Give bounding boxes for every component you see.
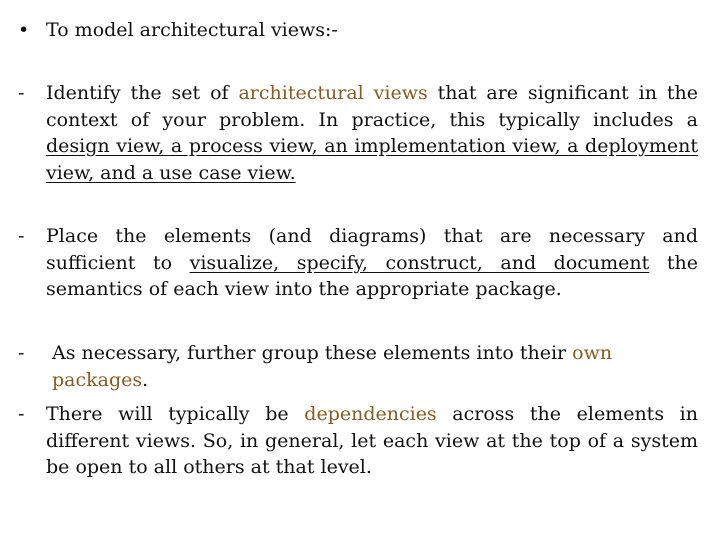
underlined-verbs: visualize, specify, construct, and document [189,251,650,274]
text-run: Identify the set of [46,82,239,104]
heading-bullet [18,17,698,44]
dash-marker: - [18,342,25,364]
dash-marker: - [18,403,25,425]
point-group-elements [18,340,698,393]
text-run: There will typically be [46,403,305,425]
text-run: that are significant in the context of your problem. In practice, this typically includes a [46,82,698,131]
heading-text: To model architectural views:- [46,19,338,41]
point-identify-views [18,80,698,186]
text-run: Place the elements (and diagrams) that are necessary and sufficient to [46,225,698,274]
point-text [46,223,698,303]
text-run: . [142,368,149,391]
highlight-own-packages: own packages [52,342,613,391]
text-run: across the elements in different views. So, in general, let each view at the top of a system be open to all others at that level. [46,403,698,478]
dash-marker: - [18,225,25,247]
point-place-elements [18,223,698,303]
dash-marker: - [18,82,25,104]
bullet-dot-icon: • [18,19,30,41]
underlined-view-list: design view, a process view, an implementation view, a deployment view, and a use case view. [46,135,698,184]
point-text [46,401,698,481]
point-text [46,80,698,186]
text-run: As necessary, further group these elements into their [52,342,573,364]
point-text [46,340,698,393]
highlight-dependencies: dependencies [304,403,437,425]
highlight-architectural-views: architectural views [238,82,428,104]
text-run: the semantics of each view into the appropriate package. [46,251,698,300]
point-dependencies [18,401,698,481]
